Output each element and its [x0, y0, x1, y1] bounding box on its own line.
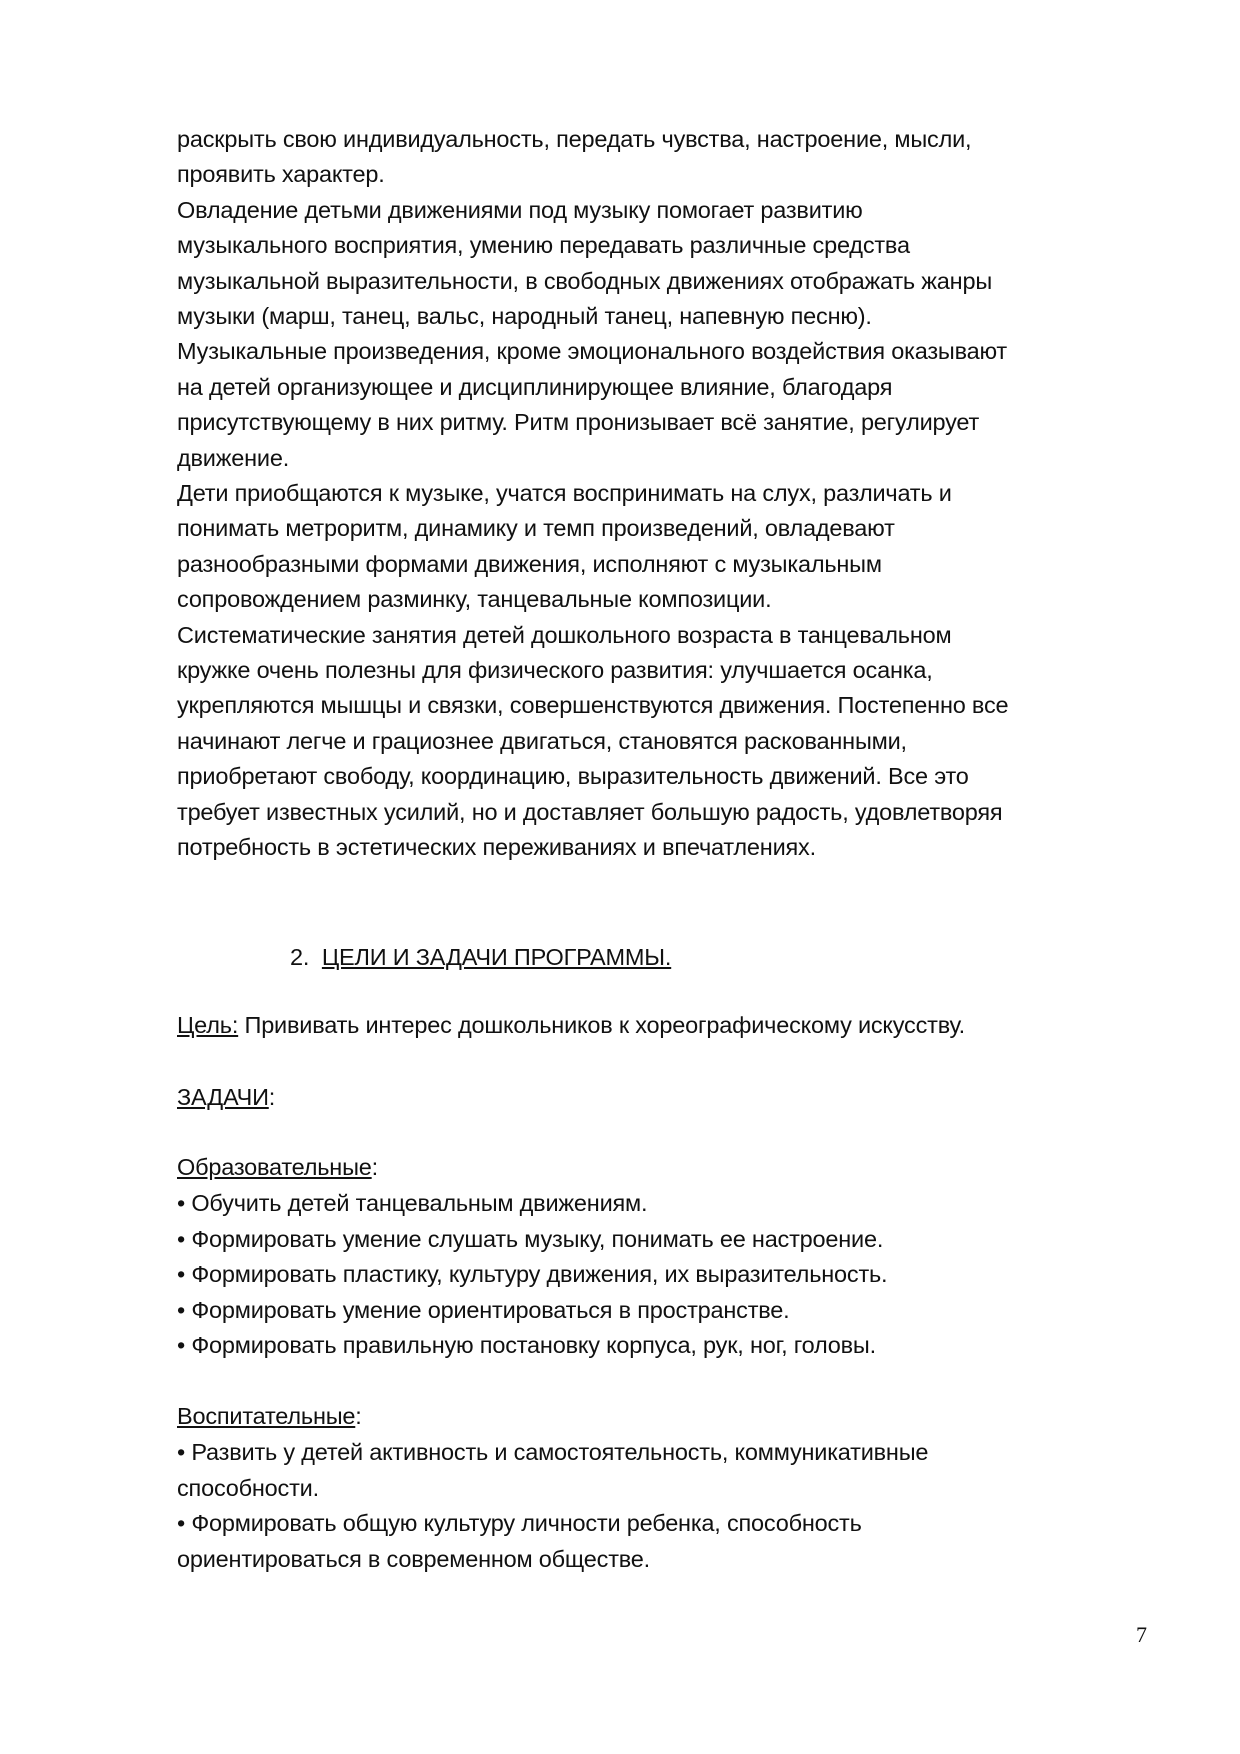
- text-line: начинают легче и грациознее двигаться, становятся раскованными,: [177, 727, 907, 754]
- text-line: разнообразными формами движения, исполняют с музыкальным: [177, 550, 882, 577]
- text-line: музыкальной выразительности, в свободных движениях отображать жанры: [177, 267, 993, 294]
- text-line: Овладение детьми движениями под музыку помогает развитию: [177, 196, 863, 223]
- list-item: • Формировать умение ориентироваться в пространстве.: [177, 1296, 790, 1323]
- section-heading: [290, 940, 671, 975]
- section-number: 2.: [290, 944, 310, 970]
- list-item: • Развить у детей активность и самостоятельность, коммуникативные: [177, 1439, 929, 1465]
- list-item: • Формировать пластику, культуру движения, их выразительность.: [177, 1261, 888, 1287]
- list-item: • Формировать общую культуру личности ребенка, способность: [177, 1510, 862, 1536]
- text-line: укрепляются мышцы и связки, совершенствуются движения. Постепенно все: [177, 692, 1009, 719]
- text-line: музыки (марш, танец, вальс, народный танец, напевную песню).: [177, 303, 872, 329]
- text-line: приобретают свободу, координацию, выразительность движений. Все это: [177, 763, 969, 790]
- text-line: кружке очень полезны для физического развития: улучшается осанка,: [177, 657, 933, 683]
- section-title: ЦЕЛИ И ЗАДАЧИ ПРОГРАММЫ.: [321, 944, 672, 970]
- tasks-label: ЗАДАЧИ: [177, 1084, 269, 1110]
- text-line: проявить характер.: [177, 161, 385, 188]
- text-line: движение.: [177, 444, 290, 471]
- list-item: • Формировать правильную постановку корпуса, рук, ног, головы.: [177, 1332, 876, 1358]
- text-line: потребность в эстетических переживаниях и впечатлениях.: [177, 834, 816, 860]
- text-line: Систематические занятия детей дошкольного возраста в танцевальном: [177, 621, 952, 648]
- list-item: способности.: [177, 1474, 319, 1501]
- tasks-heading: [177, 1080, 275, 1115]
- text-line: музыкального восприятия, умению передавать различные средства: [177, 232, 910, 259]
- goal-label: Цель:: [177, 1012, 239, 1038]
- text-line: Музыкальные произведения, кроме эмоционального воздействия оказывают: [177, 338, 1007, 365]
- text-line: присутствующему в них ритму. Ритм пронизывает всё занятие, регулирует: [177, 409, 980, 436]
- text-line: раскрыть свою индивидуальность, передать чувства, настроение, мысли,: [177, 126, 972, 152]
- goal-line: [177, 1008, 965, 1043]
- text-line: Дети приобщаются к музыке, учатся воспринимать на слух, различать и: [177, 480, 952, 506]
- upbringing-heading: [177, 1399, 362, 1434]
- text-line: требует известных усилий, но и доставляет большую радость, удовлетворяя: [177, 798, 1003, 825]
- educational-colon: :: [371, 1154, 378, 1180]
- list-item: ориентироваться в современном обществе.: [177, 1545, 650, 1572]
- list-item: • Обучить детей танцевальным движениям.: [177, 1190, 648, 1216]
- educational-heading: [177, 1150, 378, 1185]
- text-line: понимать метроритм, динамику и темп произведений, овладевают: [177, 515, 895, 542]
- page-number: 7: [1136, 1622, 1147, 1647]
- upbringing-colon: :: [355, 1403, 362, 1429]
- text-line: сопровождением разминку, танцевальные композиции.: [177, 586, 772, 613]
- goal-text: Прививать интерес дошкольников к хореографическому искусству.: [238, 1012, 966, 1038]
- list-item: • Формировать умение слушать музыку, понимать ее настроение.: [177, 1225, 884, 1252]
- tasks-colon: :: [268, 1084, 276, 1110]
- educational-label: Образовательные: [177, 1154, 372, 1180]
- upbringing-label: Воспитательные: [177, 1403, 356, 1429]
- text-line: на детей организующее и дисциплинирующее влияние, благодаря: [177, 373, 893, 400]
